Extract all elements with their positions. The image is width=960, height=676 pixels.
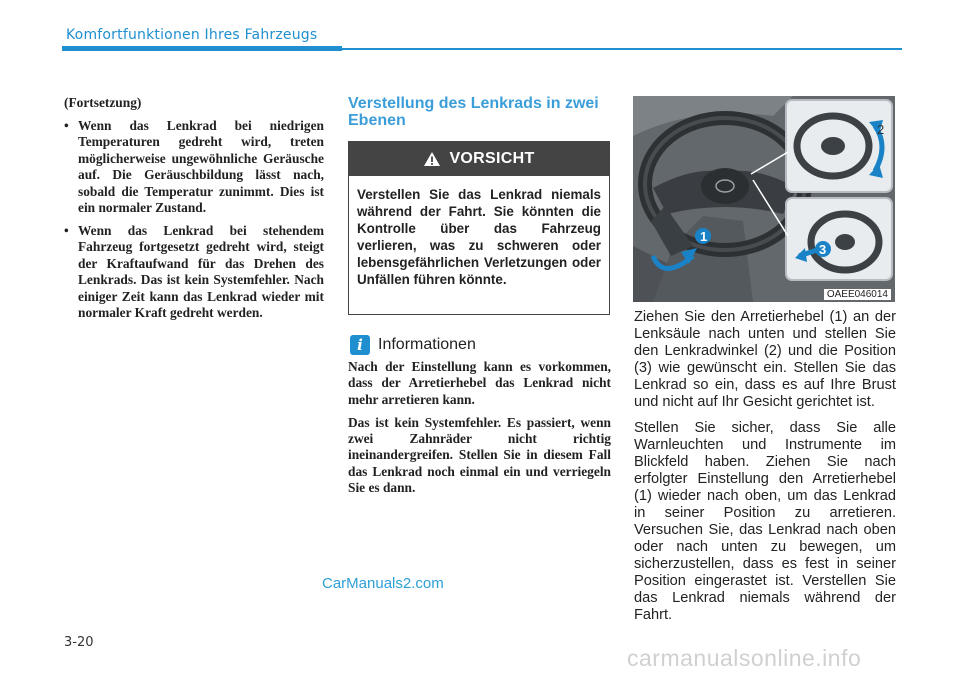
info-paragraph: Nach der Einstellung kann es vorkommen, dass der Arretierhebel das Lenkrad nicht mehr arretieren kann.	[348, 359, 611, 407]
info-paragraph: Das ist kein Systemfehler. Es passiert, wenn zwei Zahnräder nicht richtig ineinandergreifen. Stellen Sie in diesem Fall das Lenkrad noch einmal ein und verriegeln Sie es dann.	[348, 414, 611, 496]
caution-label: VORSICHT	[449, 150, 535, 167]
info-icon: i	[350, 335, 370, 355]
callout-2: 2	[877, 122, 885, 137]
caution-box	[348, 141, 610, 315]
continuation-column	[64, 95, 324, 328]
callout-1: 1	[700, 229, 708, 244]
instruction-paragraph: Stellen Sie sicher, dass Sie alle Warnleuchten und Instrumente im Blickfeld haben. Ziehen Sie nach erfolgter Einstellung den Arretierhebel (1) wieder nach oben, um das Lenkrad in seiner Position zu arretieren. Versuchen Sie, das Lenkrad nach oben oder nach unten zu bewegen, um sicherzustellen, dass es fest in seiner Position eingerastet ist. Verstellen Sie das Lenkrad niemals während der Fahrt.	[634, 420, 896, 623]
warning-triangle-icon	[423, 151, 441, 167]
info-body	[348, 359, 611, 503]
page-number: 3-20	[64, 635, 94, 650]
continuation-label: (Fortsetzung)	[64, 95, 142, 110]
list-item: • Wenn das Lenkrad bei niedrigen Temperaturen gedreht wird, treten möglicherweise ungewöhnliche Geräusche auf. Die Geräuschbildung lässt nach, sobald die Temperatur zunimmt. Dies ist ein normaler Zustand.	[64, 118, 324, 217]
info-title: Informationen	[378, 336, 476, 353]
site-watermark: carmanualsonline.info	[627, 645, 862, 671]
watermark-link[interactable]: CarManuals2.com	[322, 575, 444, 592]
notes-list	[64, 118, 324, 322]
figure-code: OAEE046014	[824, 289, 891, 300]
header-rule-thick	[62, 46, 342, 51]
list-item: • Wenn das Lenkrad bei stehendem Fahrzeug fortgesetzt gedreht wird, steigt der Kraftaufwand für das Drehen des Lenkrads. Das ist kein Systemfehler. Nach einiger Zeit kann das Lenkrad wieder mit normaler Kraft gedreht werden.	[64, 223, 324, 322]
info-header	[350, 335, 476, 355]
caution-header	[349, 142, 609, 176]
chapter-title: Komfortfunktionen Ihres Fahrzeugs	[66, 27, 318, 43]
instruction-paragraph: Ziehen Sie den Arretierhebel (1) an der Lenksäule nach unten und stellen Sie den Lenkradwinkel (2) und die Position (3) wie gewünscht ein. Stellen Sie das Lenkrad so ein, dass es auf Ihre Brust und nicht auf Ihr Gesicht gerichtet ist.	[634, 309, 896, 410]
caution-text: Verstellen Sie das Lenkrad niemals während der Fahrt. Sie könnten die Kontrolle über das Fahrzeug verlieren, was zu schweren oder lebensgefährlichen Verletzungen oder Unfällen führen könnte.	[357, 187, 601, 287]
instructions-column	[634, 309, 896, 633]
steering-wheel-illustration	[633, 96, 895, 302]
callout-3: 3	[819, 242, 827, 257]
steering-wheel-drawing	[633, 96, 895, 302]
section-title: Verstellung des Lenkrads in zwei Ebenen	[348, 95, 599, 129]
header-rule-thin	[342, 48, 902, 50]
